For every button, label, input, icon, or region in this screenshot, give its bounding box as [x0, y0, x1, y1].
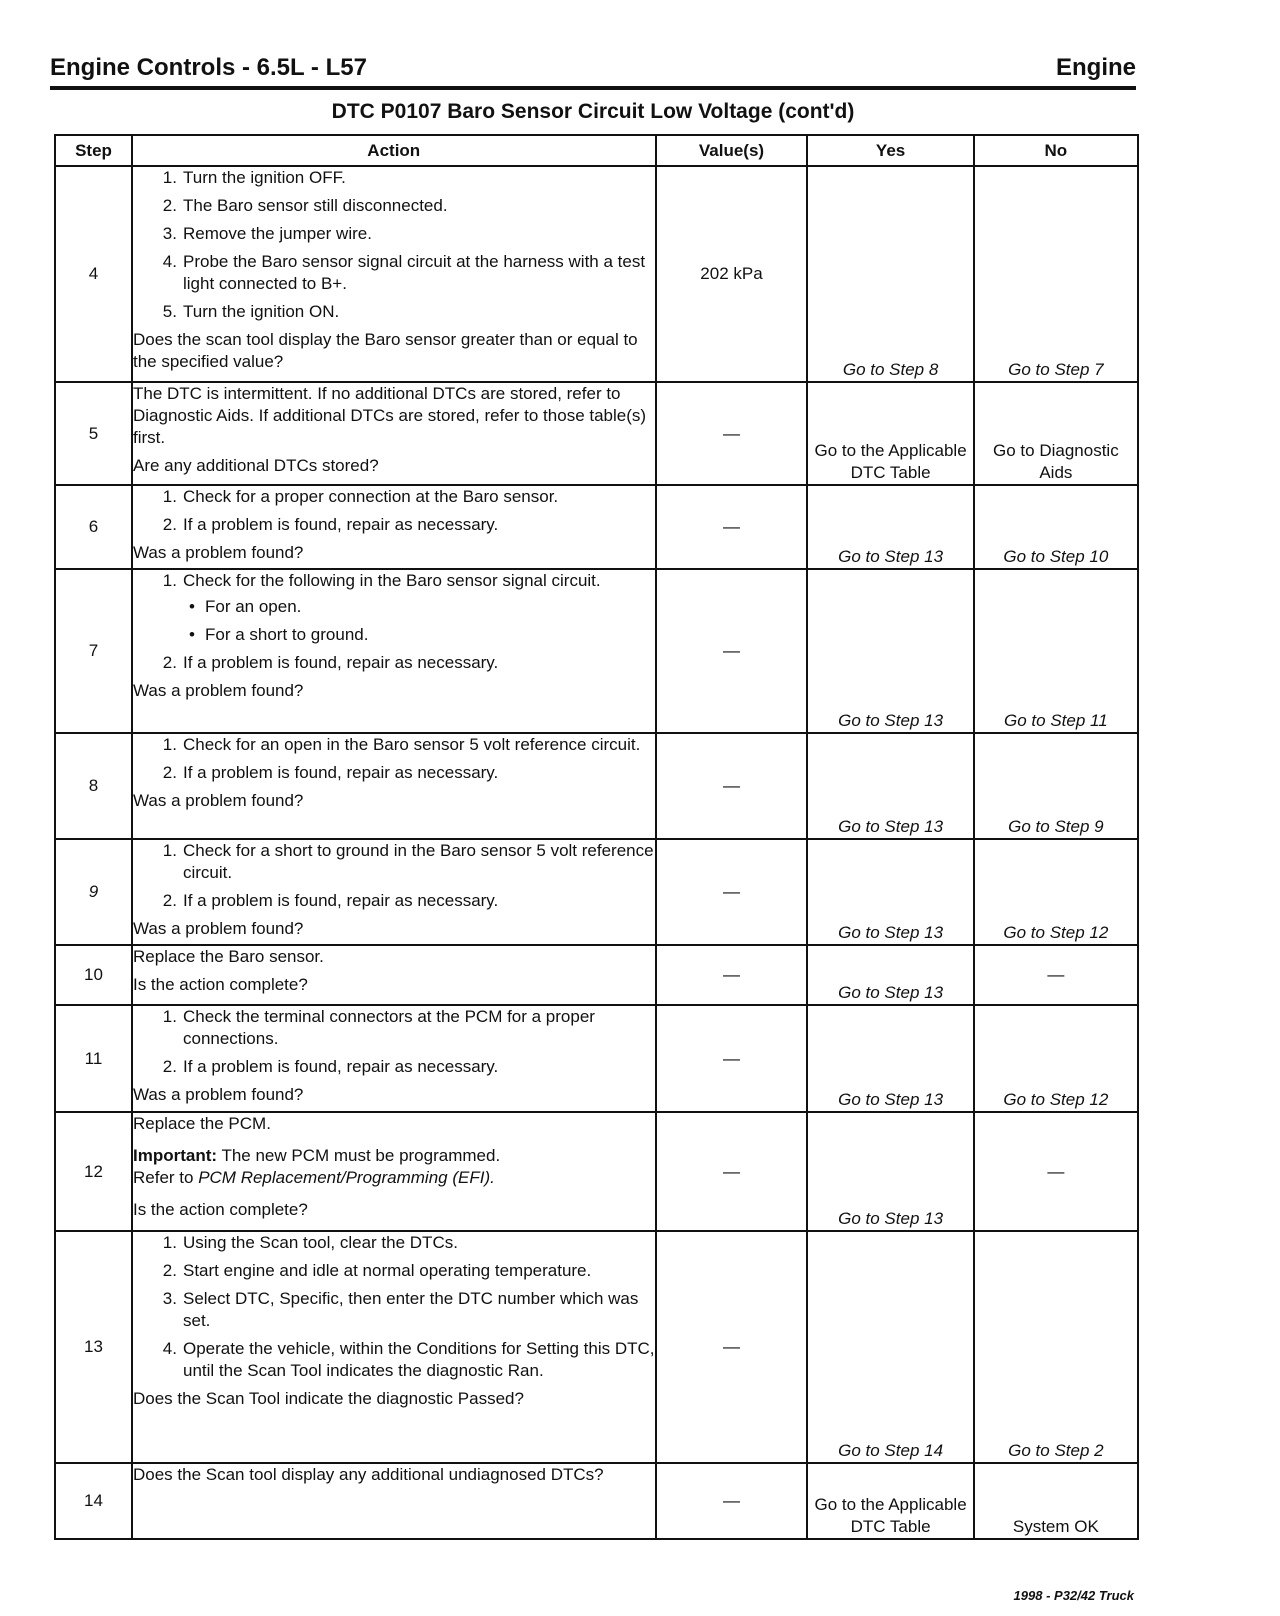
- action-steps: [133, 1232, 655, 1382]
- action-question: Does the scan tool display the Baro sensor greater than or equal to the specified value?: [132, 330, 638, 371]
- action-cell: [132, 569, 656, 733]
- step-number: 12: [55, 1112, 132, 1231]
- column-header-yes: Yes: [807, 135, 973, 166]
- action-bullets: [183, 596, 655, 646]
- value-cell: —: [656, 382, 808, 485]
- table-row: [55, 1231, 1138, 1463]
- value-cell: —: [656, 1005, 808, 1112]
- yes-cell: Go to the Applicable DTC Table: [807, 1463, 973, 1539]
- value-cell: —: [656, 569, 808, 733]
- yes-cell: Go to Step 13: [807, 569, 973, 733]
- yes-cell: Go to Step 13: [807, 485, 973, 569]
- action-text: The DTC is intermittent. If no additional DTCs are stored, refer to Diagnostic Aids. If additional DTCs are stored, refer to those table(s) first.: [132, 384, 647, 447]
- no-cell: —: [974, 1112, 1138, 1231]
- yes-cell: Go to Step 8: [807, 166, 973, 382]
- action-step: 3. Remove the jumper wire.: [162, 224, 372, 243]
- action-question: Was a problem found?: [132, 543, 304, 562]
- table-row: [55, 382, 1138, 485]
- no-cell: Go to Step 12: [974, 839, 1138, 945]
- action-question: Is the action complete?: [132, 975, 308, 994]
- yes-cell: Go to the Applicable DTC Table: [807, 382, 973, 485]
- no-cell: System OK: [974, 1463, 1138, 1539]
- action-question: Are any additional DTCs stored?: [132, 456, 379, 475]
- value-cell: —: [656, 1231, 808, 1463]
- value-cell: —: [656, 839, 808, 945]
- step-number: 13: [55, 1231, 132, 1463]
- action-cell: [132, 839, 656, 945]
- action-step: 2. Start engine and idle at normal operating temperature.: [162, 1261, 592, 1280]
- table-row: [55, 839, 1138, 945]
- action-question: Was a problem found?: [132, 919, 304, 938]
- yes-cell: Go to Step 14: [807, 1231, 973, 1463]
- table-row: [55, 1112, 1138, 1231]
- action-question: Was a problem found?: [132, 681, 304, 700]
- action-steps: [133, 167, 655, 323]
- yes-cell: Go to Step 13: [807, 839, 973, 945]
- value-cell: —: [656, 945, 808, 1005]
- action-cell: [132, 1463, 656, 1539]
- action-steps: [133, 840, 655, 912]
- step-number: 9: [55, 839, 132, 945]
- step-number: 5: [55, 382, 132, 485]
- action-step: 2. If a problem is found, repair as necessary.: [162, 1057, 499, 1076]
- action-step: 1. Check for the following in the Baro sensor signal circuit. • For an open. • For a short to ground.: [133, 570, 655, 646]
- important-text: The new PCM must be programmed.: [217, 1146, 501, 1165]
- action-text: Replace the PCM.: [132, 1114, 271, 1133]
- action-step: 2. If a problem is found, repair as necessary.: [162, 763, 499, 782]
- action-step: 2. If a problem is found, repair as necessary.: [162, 891, 499, 910]
- value-cell: —: [656, 733, 808, 839]
- table-row: [55, 945, 1138, 1005]
- action-cell: [132, 1112, 656, 1231]
- action-cell: [132, 1005, 656, 1112]
- header-category: Engine: [1055, 54, 1136, 81]
- action-text: Replace the Baro sensor.: [132, 947, 324, 966]
- step-number: 6: [55, 485, 132, 569]
- action-step: 3. Select DTC, Specific, then enter the DTC number which was set.: [162, 1289, 639, 1330]
- value-cell: —: [656, 1112, 808, 1231]
- action-cell: [132, 382, 656, 485]
- yes-cell: Go to Step 13: [807, 1112, 973, 1231]
- column-header-step: Step: [55, 135, 132, 166]
- action-step: 4. Operate the vehicle, within the Conditions for Setting this DTC, until the Scan Tool indicates the diagnostic Ran.: [162, 1339, 655, 1380]
- important-label: Important:: [132, 1146, 218, 1165]
- table-row: [55, 1463, 1138, 1539]
- action-step: 1. Check the terminal connectors at the PCM for a proper connections.: [162, 1007, 595, 1048]
- page-footer: 1998 - P32/42 Truck: [1013, 1588, 1134, 1603]
- step-number: 4: [55, 166, 132, 382]
- step-number: 10: [55, 945, 132, 1005]
- table-row: [55, 1005, 1138, 1112]
- action-step: 5. Turn the ignition ON.: [162, 302, 340, 321]
- action-step: 2. If a problem is found, repair as necessary.: [162, 515, 499, 534]
- action-step: 1. Check for a proper connection at the Baro sensor.: [162, 487, 559, 506]
- no-cell: Go to Step 7: [974, 166, 1138, 382]
- action-cell: [132, 945, 656, 1005]
- page-header: [50, 52, 1136, 90]
- table-row: [55, 733, 1138, 839]
- column-header-values: Value(s): [656, 135, 808, 166]
- value-cell: —: [656, 485, 808, 569]
- yes-cell: Go to Step 13: [807, 945, 973, 1005]
- table-row: [55, 569, 1138, 733]
- action-step: 1. Using the Scan tool, clear the DTCs.: [162, 1233, 458, 1252]
- column-header-action: Action: [132, 135, 656, 166]
- action-cell: [132, 166, 656, 382]
- action-bullet: • For an open.: [188, 597, 302, 616]
- table-title: DTC P0107 Baro Sensor Circuit Low Voltage (cont'd): [331, 100, 855, 123]
- action-question: Was a problem found?: [132, 1085, 304, 1104]
- action-step: 1. Check for an open in the Baro sensor 5 volt reference circuit.: [162, 735, 641, 754]
- yes-cell: Go to Step 13: [807, 1005, 973, 1112]
- action-question: Is the action complete?: [132, 1200, 308, 1219]
- step-number: 11: [55, 1005, 132, 1112]
- procedure-reference-link[interactable]: PCM Replacement/Programming (EFI).: [198, 1168, 495, 1187]
- action-steps: [133, 734, 655, 784]
- no-cell: —: [974, 945, 1138, 1005]
- action-steps: [133, 486, 655, 536]
- action-question: Was a problem found?: [132, 791, 304, 810]
- action-step: 2. The Baro sensor still disconnected.: [162, 196, 448, 215]
- refer-prefix: Refer to: [132, 1168, 199, 1187]
- action-steps: [133, 570, 655, 674]
- action-step: 2. If a problem is found, repair as necessary.: [162, 653, 499, 672]
- action-question: Does the Scan tool display any additional undiagnosed DTCs?: [132, 1465, 604, 1484]
- value-cell: —: [656, 1463, 808, 1539]
- column-header-no: No: [974, 135, 1138, 166]
- step-number: 7: [55, 569, 132, 733]
- step-number: 8: [55, 733, 132, 839]
- action-cell: [132, 733, 656, 839]
- no-cell: Go to Step 10: [974, 485, 1138, 569]
- action-cell: [132, 485, 656, 569]
- important-note: [133, 1145, 655, 1189]
- action-step: 1. Turn the ignition OFF.: [162, 168, 346, 187]
- table-row: [55, 485, 1138, 569]
- diagnostic-table: [54, 134, 1139, 1540]
- step-number: 14: [55, 1463, 132, 1539]
- yes-cell: Go to Step 13: [807, 733, 973, 839]
- action-bullet: • For a short to ground.: [188, 625, 369, 644]
- no-cell: Go to Step 9: [974, 733, 1138, 839]
- no-cell: Go to Step 2: [974, 1231, 1138, 1463]
- action-question: Does the Scan Tool indicate the diagnostic Passed?: [132, 1389, 524, 1408]
- action-steps: [133, 1006, 655, 1078]
- action-step: 4. Probe the Baro sensor signal circuit at the harness with a test light connected to B+.: [162, 252, 646, 293]
- no-cell: Go to Diagnostic Aids: [974, 382, 1138, 485]
- action-cell: [132, 1231, 656, 1463]
- header-section-title: Engine Controls - 6.5L - L57: [50, 54, 367, 81]
- action-step: 1. Check for a short to ground in the Baro sensor 5 volt reference circuit.: [162, 841, 654, 882]
- no-cell: Go to Step 12: [974, 1005, 1138, 1112]
- value-cell: 202 kPa: [656, 166, 808, 382]
- table-header-row: [55, 135, 1138, 166]
- no-cell: Go to Step 11: [974, 569, 1138, 733]
- table-row: [55, 166, 1138, 382]
